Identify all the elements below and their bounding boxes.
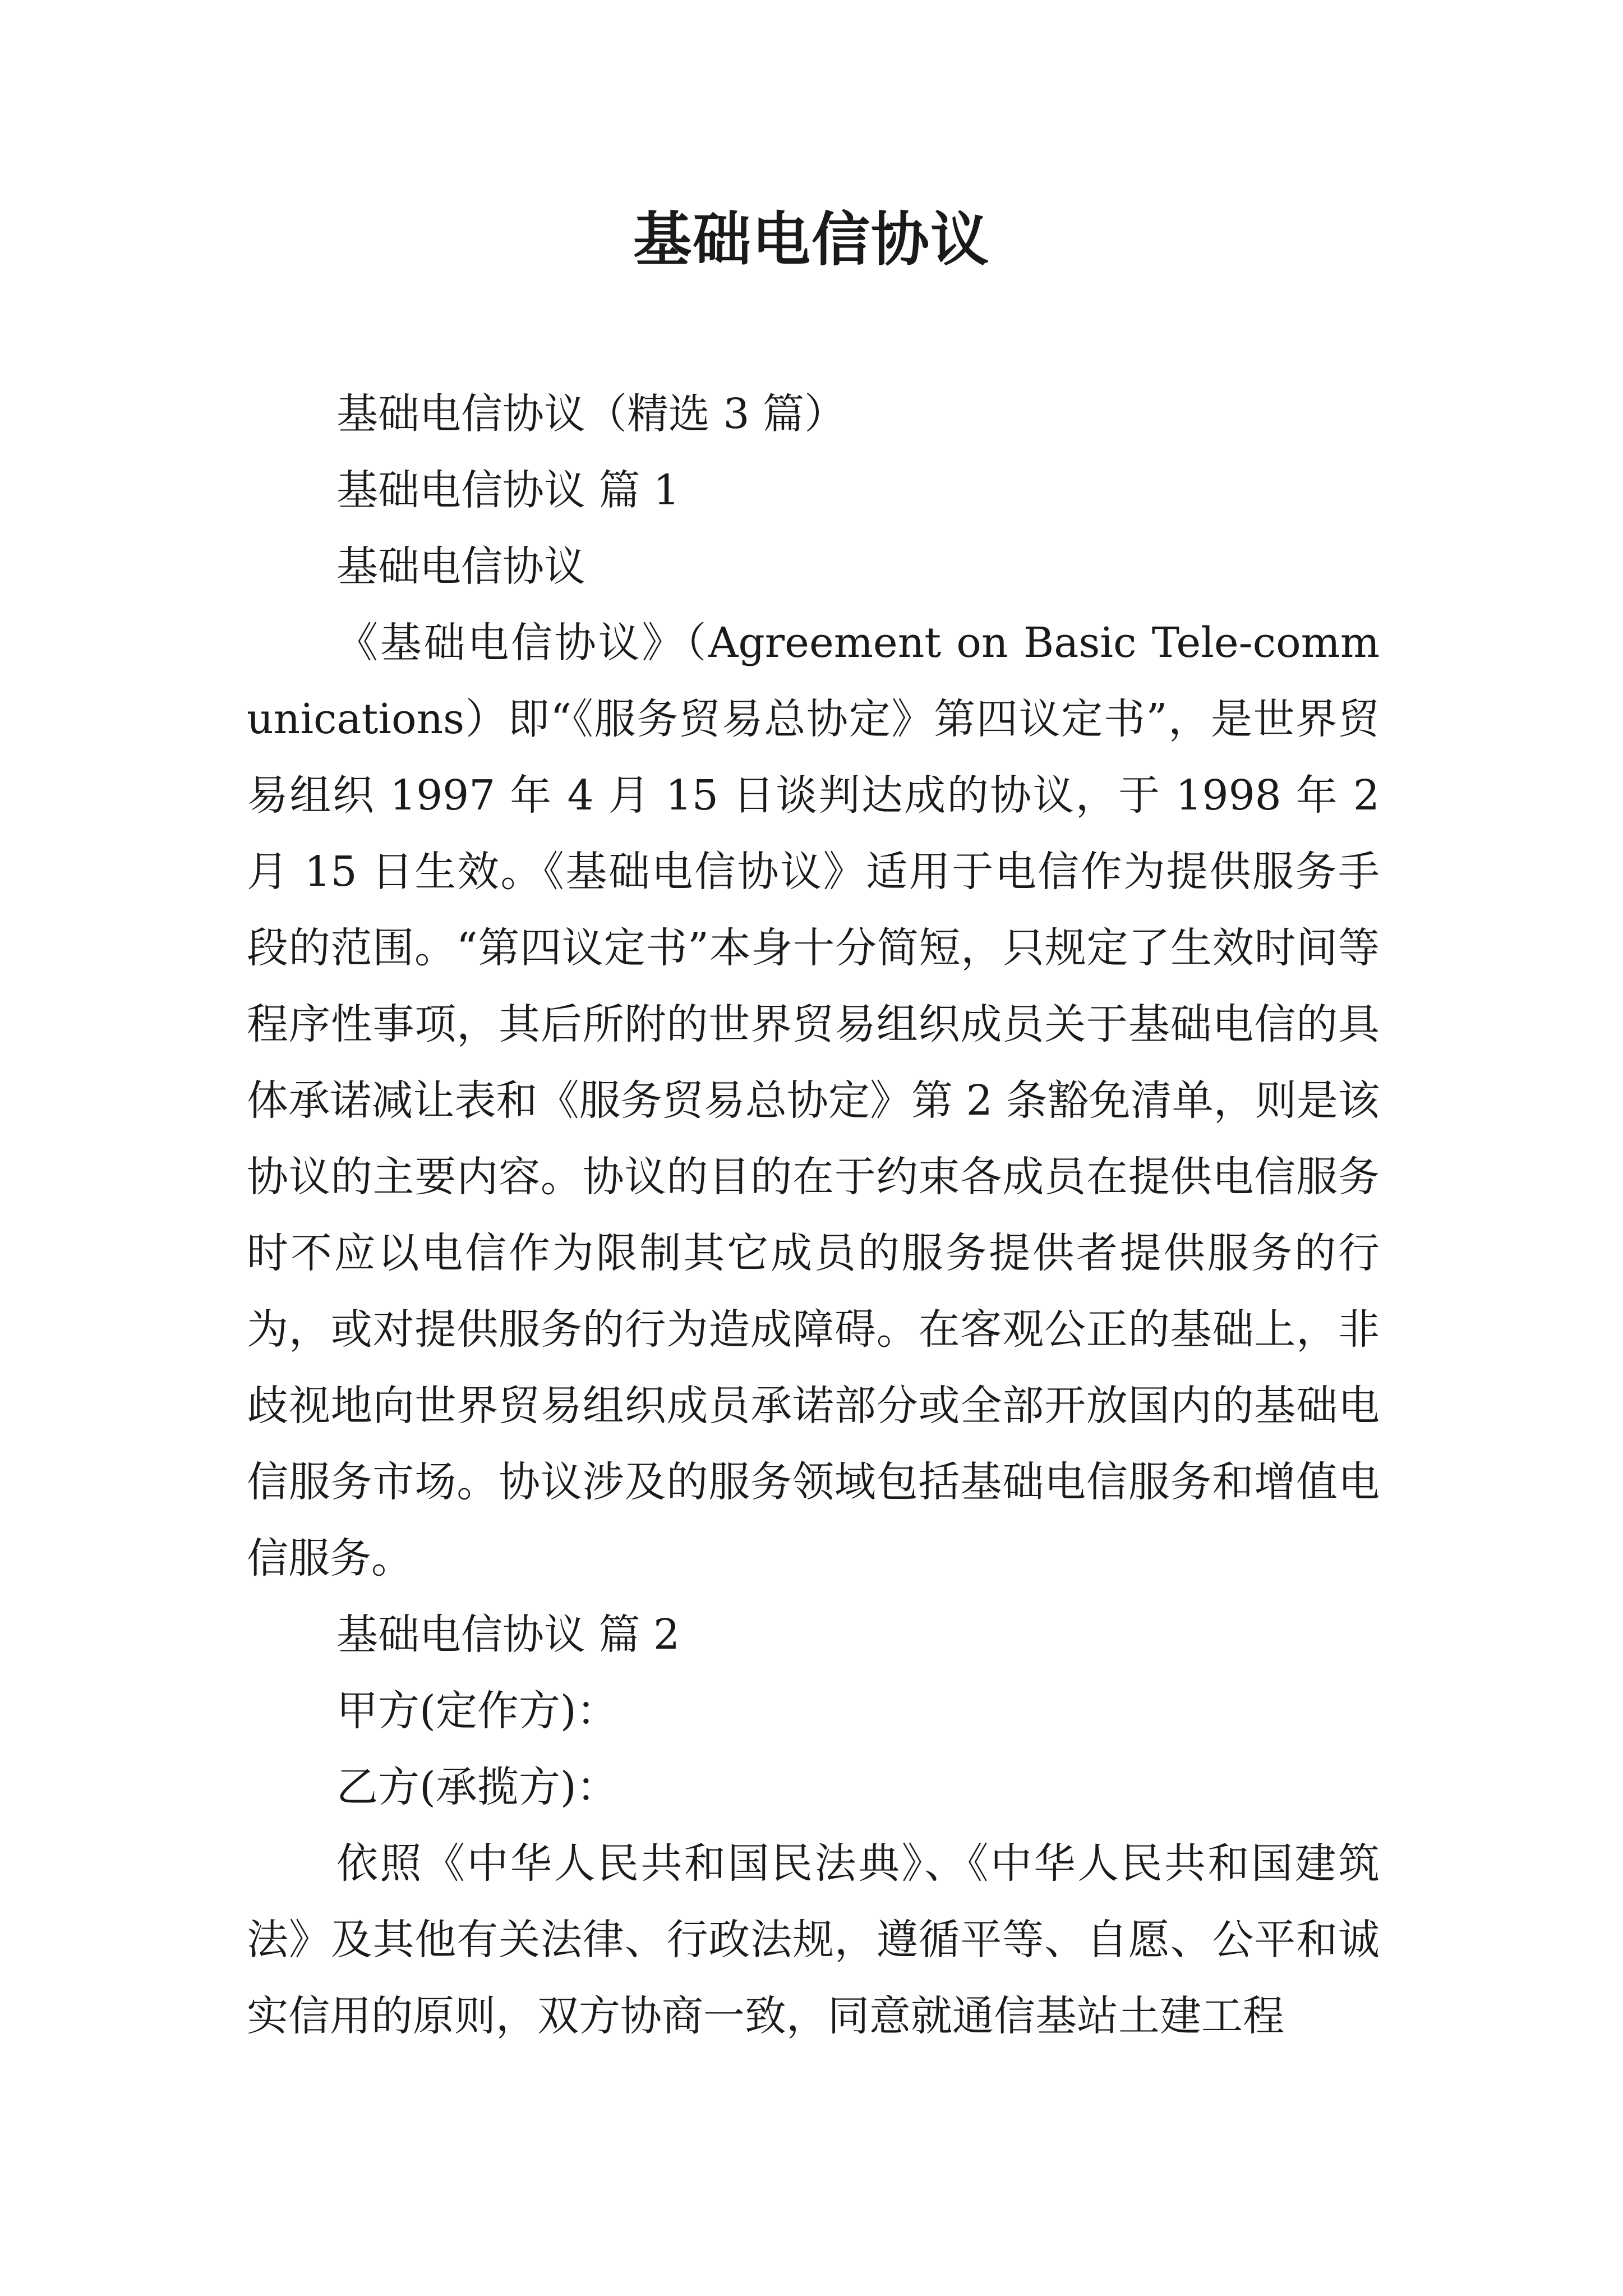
document-body [247, 376, 1380, 2054]
article-title: 基础电信协议 [336, 542, 585, 591]
party-b-line: 乙方(承揽方)： [336, 1763, 618, 1811]
body-paragraph-agreement: 《基础电信协议》（Agreement on Basic Tele-communications）即“《服务贸易总协定》第四议定书”，是世界贸易组织 1997 年 4 月 15 日谈判达成的协议，于 1998 年 2 月 15 日生效。《基础电信协议》适用于电信作为提供服务手段的范围。“第四议定书”本身十分简短，只规定了生效时间等程序性事项，其后所附的世界贸易组织成员关于基础电信的具体承诺减让表和《服务贸易总协定》第 2 条豁免清单，则是该协议的主要内容。协议的目的在于约束各成员在提供电信服务时不应以电信作为限制其它成员的服务提供者提供服务的行为，或对提供服务的行为造成障碍。在客观公正的基础上，非歧视地向世界贸易组织成员承诺部分或全部开放国内的基础电信服务市场。协议涉及的服务领域包括基础电信服务和增值电信服务。 [247, 619, 1380, 1582]
section-heading-1: 基础电信协议 篇 1 [336, 466, 680, 514]
party-a-line: 甲方(定作方)： [336, 1687, 618, 1735]
body-paragraph-contract: 依照《中华人民共和国民法典》、《中华人民共和国建筑法》及其他有关法律、行政法规，遵循平等、自愿、公平和诚实信用的原则，双方协商一致，同意就通信基站土建工程 [247, 1839, 1380, 2040]
document-title: 基础电信协议 [633, 205, 990, 274]
section-heading-2: 基础电信协议 篇 2 [336, 1611, 680, 1659]
collection-heading: 基础电信协议（精选 3 篇） [336, 390, 846, 438]
